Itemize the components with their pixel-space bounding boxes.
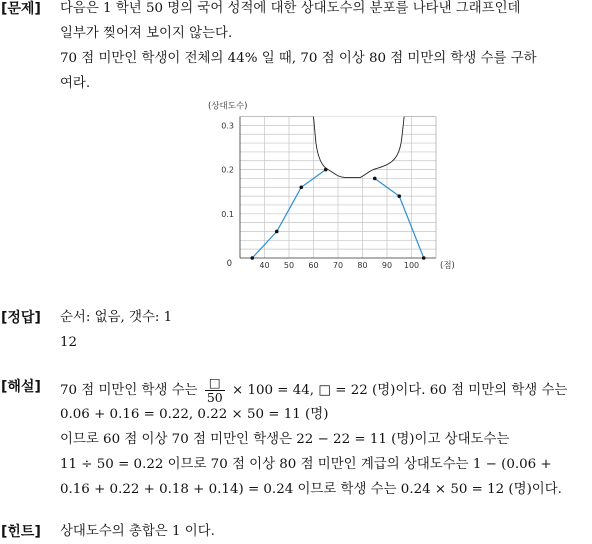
series-line — [375, 178, 424, 258]
fraction-denominator: 50 — [206, 390, 223, 405]
x-tick-label: 50 — [283, 261, 295, 270]
explanation-text-run: 70 점 미만인 학생 수는 — [60, 383, 198, 398]
problem-line: 70 점 미만인 학생이 전체의 44% 일 때, 70 점 이상 80 점 미만의 학생 수를 구하 — [60, 51, 537, 66]
x-tick-label: 100 — [403, 261, 420, 270]
y-tick-label: 0.1 — [221, 209, 234, 219]
y-tick-label: 0.2 — [221, 165, 234, 175]
hint-tag: [힌트] — [1, 524, 41, 540]
fraction-numerator: □ — [205, 376, 225, 391]
explanation-tag: [해설] — [1, 379, 41, 395]
answer-line: 순서: 없음, 갯수: 1 — [60, 310, 173, 325]
y-tick-label: 0.3 — [221, 121, 234, 131]
explanation-line: 0.16 + 0.22 + 0.18 + 0.14) = 0.24 이므로 학생 수는 0.24 × 50 = 12 (명)이다. — [60, 482, 562, 497]
data-point — [373, 177, 377, 181]
data-point — [275, 230, 279, 234]
explanation-text — [60, 376, 590, 502]
data-point — [397, 194, 401, 198]
answer-value: 12 — [60, 335, 78, 350]
explanation-line — [60, 375, 590, 405]
explanation-line: 이므로 60 점 이상 70 점 미만인 학생은 22 − 22 = 11 (명)이고 상대도수는 — [60, 432, 510, 447]
fraction — [205, 376, 225, 405]
explanation-line: 11 ÷ 50 = 0.22 이므로 70 점 이상 80 점 미만인 계급의 상대도수는 1 − (0.06 + — [60, 457, 552, 472]
x-tick-label: 60 — [308, 261, 319, 270]
y-axis-label: (상대도수) — [208, 101, 248, 112]
data-point — [250, 256, 254, 260]
x-tick-label: 70 — [332, 261, 344, 270]
data-point — [422, 256, 426, 260]
problem-line: 여라. — [60, 76, 91, 91]
data-point — [299, 185, 303, 189]
x-tick-label: 90 — [381, 261, 393, 270]
problem-tag: [문제] — [1, 1, 41, 17]
x-tick-label: 80 — [357, 261, 368, 270]
problem-line: 일부가 찢어져 보이지 않는다. — [60, 26, 233, 41]
answer-tag: [정답] — [1, 310, 41, 326]
data-point — [324, 168, 328, 172]
x-tick-label: 40 — [259, 261, 270, 270]
explanation-text-run: × 100 = 44, □ = 22 (명)이다. 60 점 미만의 학생 수는 — [232, 383, 568, 398]
explanation-line: 0.06 + 0.16 = 0.22, 0.22 × 50 = 11 (명) — [60, 407, 329, 422]
problem-line: 다음은 1 학년 50 명의 국어 성적에 대한 상대도수의 분포를 나타낸 그래프인데 — [60, 1, 521, 16]
hint-text: 상대도수의 총합은 1 이다. — [60, 524, 215, 539]
x-axis-label: (점) — [440, 261, 455, 271]
origin-label: 0 — [226, 259, 232, 269]
answer-text — [60, 305, 590, 355]
